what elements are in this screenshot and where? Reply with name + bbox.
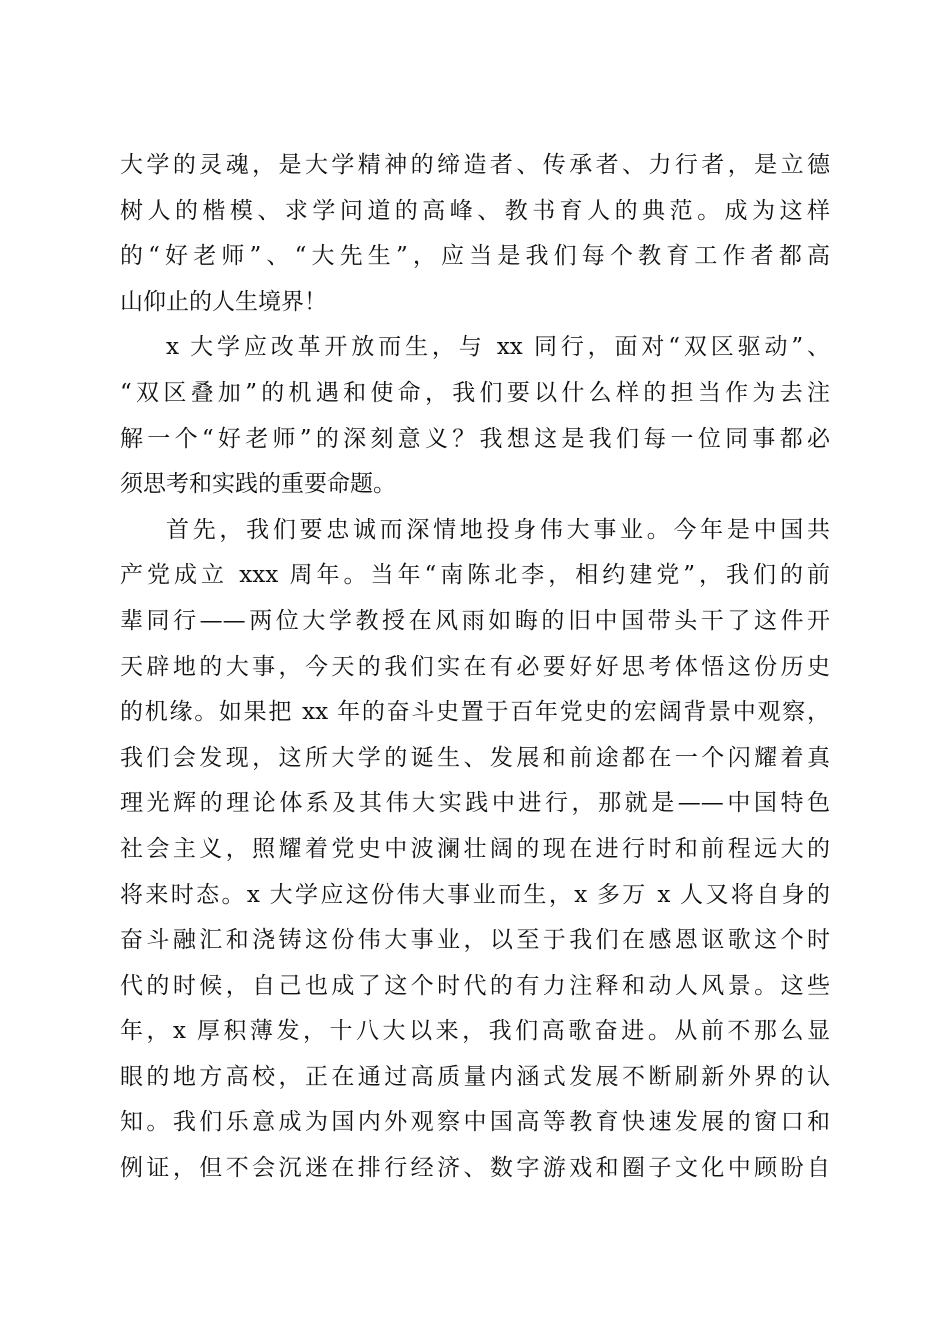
text-line: 理光辉的理论体系及其伟大实践中进行，那就是——中国特色	[120, 790, 830, 817]
text-line: 山仰止的人生境界！	[120, 288, 327, 315]
text-line: 首先，我们要忠诚而深情地投身伟大事业。今年是中国共	[166, 516, 830, 543]
text-line: 辈同行——两位大学教授在风雨如晦的旧中国带头干了这件开	[120, 607, 830, 634]
text-line: 树人的楷模、求学问道的高峰、教书育人的典范。成为这样	[120, 197, 830, 224]
text-line: 产党成立 xxx 周年。当年“南陈北李，相约建党”，我们的前	[120, 562, 830, 589]
text-line: x 大学应改革开放而生，与 xx 同行，面对“双区驱动”、	[166, 334, 830, 361]
text-line: 代的时候，自己也成了这个时代的有力注释和动人风景。这些	[120, 972, 830, 999]
text-line: 年，x 厚积薄发，十八大以来，我们高歌奋进。从前不那么显	[120, 1018, 830, 1045]
text-line: 眼的地方高校，正在通过高质量内涵式发展不断刷新外界的认	[120, 1063, 830, 1090]
text-line: 知。我们乐意成为国内外观察中国高等教育快速发展的窗口和	[120, 1109, 830, 1136]
text-line: 的“好老师”、“大先生”，应当是我们每个教育工作者都高	[120, 243, 830, 270]
text-line: 我们会发现，这所大学的诞生、发展和前途都在一个闪耀着真	[120, 744, 830, 771]
text-line: 例证，但不会沉迷在排行经济、数字游戏和圈子文化中顾盼自	[120, 1155, 830, 1182]
text-line: 解一个“好老师”的深刻意义？我想这是我们每一位同事都必	[120, 425, 830, 452]
text-line: 将来时态。x 大学应这份伟大事业而生，x 多万 x 人又将自身的	[120, 881, 830, 908]
text-line: 的机缘。如果把 xx 年的奋斗史置于百年党史的宏阔背景中观察，	[120, 699, 830, 726]
text-line: 天辟地的大事，今天的我们实在有必要好好思考体悟这份历史	[120, 653, 830, 680]
text-line: “双区叠加”的机遇和使命，我们要以什么样的担当作为去注	[120, 379, 830, 406]
text-line: 社会主义，照耀着党史中波澜壮阔的现在进行时和前程远大的	[120, 835, 830, 862]
text-line: 大学的灵魂，是大学精神的缔造者、传承者、力行者，是立德	[120, 152, 830, 178]
text-line: 奋斗融汇和浇铸这份伟大事业，以至于我们在感恩讴歌这个时	[120, 927, 830, 954]
text-line: 须思考和实践的重要命题。	[120, 471, 396, 498]
body-text	[120, 143, 830, 1192]
